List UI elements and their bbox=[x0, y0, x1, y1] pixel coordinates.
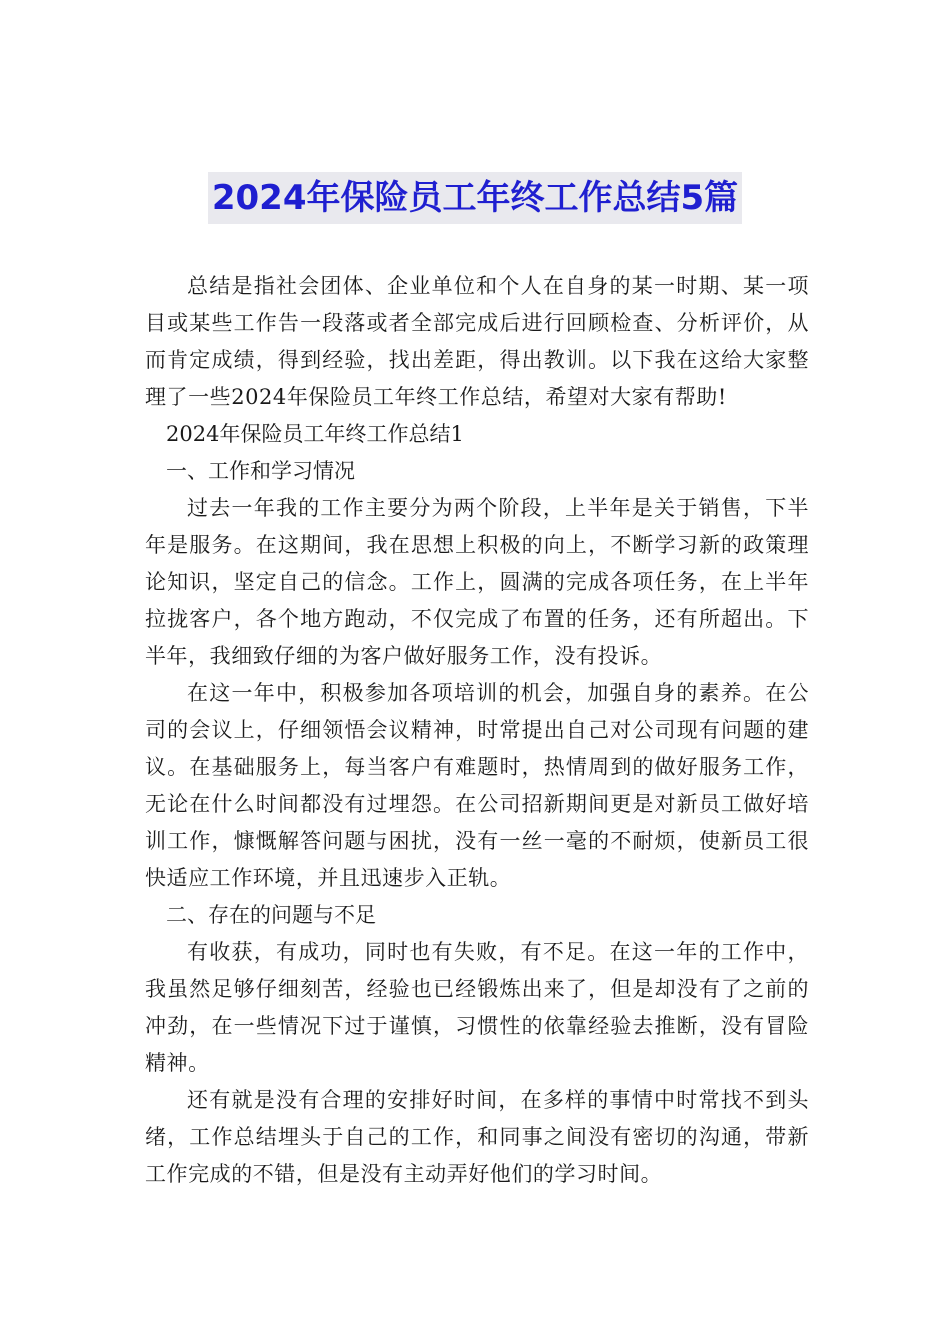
subheading-work-study: 一、工作和学习情况 bbox=[166, 459, 355, 483]
title-container bbox=[0, 172, 950, 224]
paragraph-training: 在这一年中，积极参加各项培训的机会，加强自身的素养。在公司的会议上，仔细领悟会议精神，时常提出自己对公司现有问题的建议。在基础服务上，每当客户有难题时，热情周到的做好服务工作，无论在什么时间都没有过埋怨。在公司招新期间更是对新员工做好培训工作，慷慨解答问题与困扰，没有一丝一毫的不耐烦，使新员工很快适应工作环境，并且迅速步入正轨。 bbox=[145, 681, 809, 890]
intro-paragraph: 总结是指社会团体、企业单位和个人在自身的某一时期、某一项目或某些工作告一段落或者全部完成后进行回顾检查、分析评价，从而肯定成绩，得到经验，找出差距，得出教训。以下我在这给大家整理了一些2024年保险员工年终工作总结，希望对大家有帮助! bbox=[145, 274, 809, 409]
paragraph-shortcomings: 有收获，有成功，同时也有失败，有不足。在这一年的工作中，我虽然足够仔细刻苦，经验也已经锻炼出来了，但是却没有了之前的冲劲，在一些情况下过于谨慎，习惯性的依靠经验去推断，没有冒险精神。 bbox=[145, 940, 809, 1075]
subheading-problems: 二、存在的问题与不足 bbox=[166, 903, 376, 927]
document-title: 2024年保险员工年终工作总结5篇 bbox=[208, 172, 742, 224]
paragraph-work-overview: 过去一年我的工作主要分为两个阶段，上半年是关于销售，下半年是服务。在这期间，我在思想上积极的向上，不断学习新的政策理论知识，坚定自己的信念。工作上，圆满的完成各项任务，在上半年拉拢客户，各个地方跑动，不仅完成了布置的任务，还有所超出。下半年，我细致仔细的为客户做好服务工作，没有投诉。 bbox=[145, 496, 809, 668]
section-title-1: 2024年保险员工年终工作总结1 bbox=[166, 422, 464, 446]
paragraph-time-management: 还有就是没有合理的安排好时间，在多样的事情中时常找不到头绪，工作总结埋头于自己的工作，和同事之间没有密切的沟通，带新工作完成的不错，但是没有主动弄好他们的学习时间。 bbox=[145, 1088, 809, 1186]
document-body bbox=[145, 268, 809, 1193]
